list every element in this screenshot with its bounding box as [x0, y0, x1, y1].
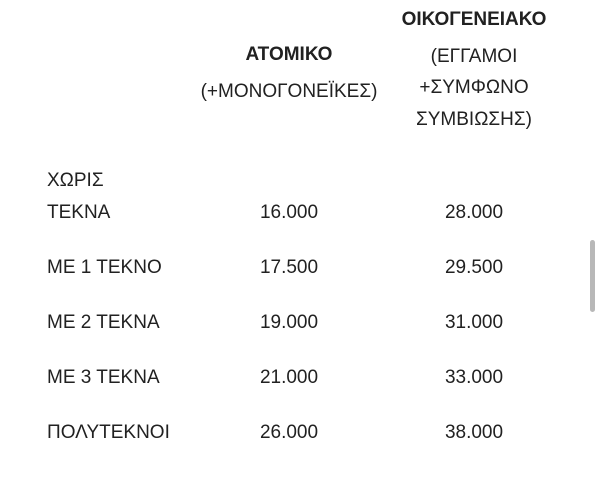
family-column-subtitle-line-2: +ΣΥΜΦΩΝΟ [419, 77, 529, 98]
individual-value-3-children: 21.000 [259, 367, 319, 388]
row-label-3-children: ΜΕ 3 ΤΕΚΝΑ [47, 367, 160, 388]
row-label-no-children-line-1: ΧΩΡΙΣ [47, 170, 104, 191]
row-label-1-child: ΜΕ 1 ΤΕΚΝΟ [47, 257, 162, 278]
row-label-no-children-line-2: ΤΕΚΝΑ [47, 202, 111, 223]
vertical-scrollbar[interactable] [590, 240, 595, 312]
family-column-title: ΟΙΚΟΓΕΝΕΙΑΚΟ [401, 9, 547, 30]
individual-value-large-family: 26.000 [259, 422, 319, 443]
individual-value-2-children: 19.000 [259, 312, 319, 333]
individual-column-title: ΑΤΟΜΙΚΟ [245, 44, 333, 65]
family-value-3-children: 33.000 [444, 367, 504, 388]
individual-value-no-children: 16.000 [259, 202, 319, 223]
family-column-subtitle-line-3: ΣΥΜΒΙΩΣΗΣ) [416, 109, 532, 130]
family-value-large-family: 38.000 [444, 422, 504, 443]
family-value-2-children: 31.000 [444, 312, 504, 333]
family-value-no-children: 28.000 [444, 202, 504, 223]
individual-column-subtitle: (+ΜΟΝΟΓΟΝΕΪΚΕΣ) [200, 81, 378, 102]
row-label-large-family: ΠΟΛΥΤΕΚΝΟΙ [47, 422, 170, 443]
family-value-1-child: 29.500 [444, 257, 504, 278]
family-column-subtitle-line-1: (ΕΓΓΑΜΟΙ [430, 46, 518, 67]
row-label-2-children: ΜΕ 2 ΤΕΚΝΑ [47, 312, 160, 333]
individual-value-1-child: 17.500 [259, 257, 319, 278]
